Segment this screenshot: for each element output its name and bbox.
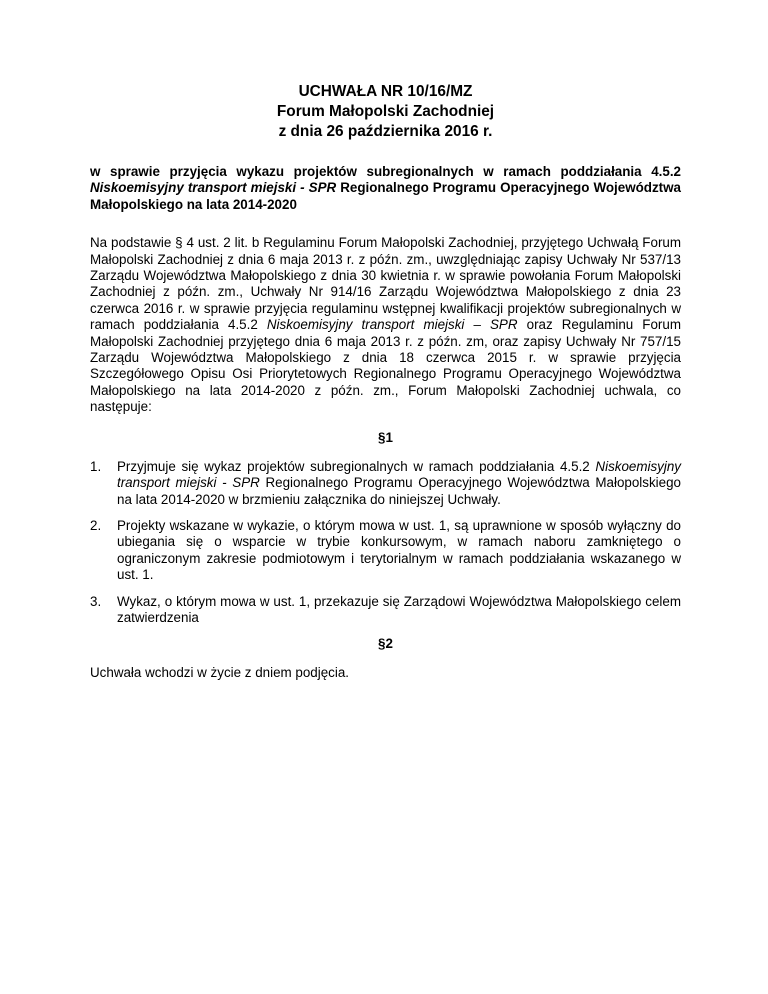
list-item-number: 3. — [90, 593, 102, 609]
resolution-date: z dnia 26 października 2016 r. — [278, 123, 493, 140]
document-title — [90, 82, 681, 142]
document-page — [90, 82, 681, 682]
section-1-list — [90, 459, 681, 627]
legal-basis-paragraph — [90, 235, 681, 415]
list-item-text-italic: Niskoemisyjny transport miejski - SPR — [117, 458, 681, 491]
entry-into-force-text: Uchwała wchodzi w życie z dniem podjęcia. — [90, 665, 349, 681]
section-2-heading: §2 — [378, 636, 393, 652]
resolution-subject — [90, 164, 681, 213]
basis-text-pre: Na podstawie § 4 ust. 2 lit. b Regulaminu Forum Małopolski Zachodniej, przyjętego Uchwałą Forum Małopolski Zachodniej z dnia 6 maja 2013 r. z późn. zm., uwzględniając zapisy Uchwały Nr 537/13 Zarządu Województwa Małopolskiego z dnia 30 kwietnia r. w sprawie powołania Forum Małopolski Zachodniej z późn. zm., Uchwały Nr 914/16 Zarządu Województwa Małopolskiego z dnia 23 czerwca 2016 r. w sprawie przyjęcia regulaminu wstępnej kwalifikacji projektów subregionalnych w ramach poddziałania 4.5.2 — [90, 235, 681, 333]
basis-text-italic: Niskoemisyjny transport miejski – SPR — [266, 317, 518, 333]
section-1-heading: §1 — [378, 429, 393, 445]
basis-text-post: oraz Regulaminu Forum Małopolski Zachodniej przyjętego dnia 6 maja 2013 r. z późn. zm, oraz zapisy Uchwały Nr 757/15 Zarządu Województwa Małopolskiego z dnia 18 czerwca 2015 r. w sprawie przyjęcia Szczegółowego Opisu Osi Priorytetowych Regionalnego Programu Operacyjnego Województwa Małopolskiego na lata 2014-2020 z późn. zm., Forum Małopolski Zachodniej uchwala, co następuje: — [90, 317, 681, 415]
list-item — [90, 459, 681, 508]
issuing-body: Forum Małopolski Zachodniej — [276, 103, 495, 120]
subject-text-pre: w sprawie przyjęcia wykazu projektów subregionalnych w ramach poddziałania 4.5.2 — [90, 164, 681, 179]
list-item — [90, 594, 681, 627]
list-item-text-post: Regionalnego Programu Operacyjnego Województwa Małopolskiego na lata 2014-2020 w brzmieniu załącznika do niniejszej Uchwały. — [117, 475, 681, 507]
list-item-number: 2. — [90, 517, 102, 533]
list-item-text-pre: Przyjmuje się wykaz projektów subregionalnych w ramach poddziałania 4.5.2 — [117, 458, 596, 474]
list-item-number: 1. — [90, 458, 102, 474]
list-item-text-pre: Projekty wskazane w wykazie, o którym mowa w ust. 1, są uprawnione w sposób wyłączny do ubiegania się o wsparcie w trybie konkursowym, w ramach naboru zamkniętego o ograniczonym zakresie podmiotowym i terytorialnym w ramach poddziałania wskazanego w ust. 1. — [117, 517, 681, 583]
list-item — [90, 518, 681, 584]
list-item-text-pre: Wykaz, o którym mowa w ust. 1, przekazuje się Zarządowi Województwa Małopolskiego celem zatwierdzenia — [117, 593, 681, 625]
subject-text-italic: Niskoemisyjny transport miejski - SPR — [90, 180, 337, 196]
subject-text-post: Regionalnego Programu Operacyjnego Województwa Małopolskiego na lata 2014-2020 — [90, 180, 681, 212]
resolution-number: UCHWAŁA NR 10/16/MZ — [298, 83, 473, 100]
